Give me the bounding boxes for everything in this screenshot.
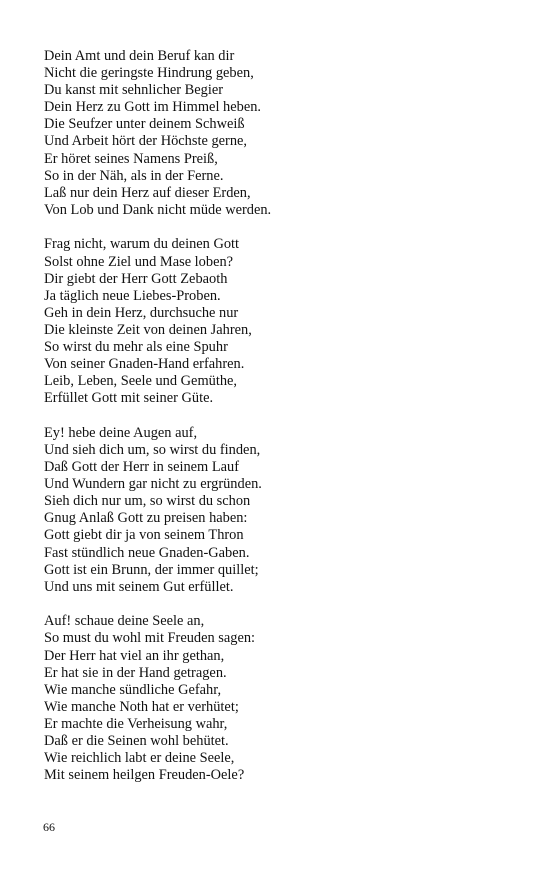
poem-line: Und uns mit seinem Gut erfüllet. xyxy=(44,578,234,595)
poem-text xyxy=(44,48,514,802)
poem-line: Der Herr hat viel an ihr gethan, xyxy=(44,647,225,664)
poem-line: Wie reichlich labt er deine Seele, xyxy=(44,750,235,767)
poem-line: Sieh dich nur um, so wirst du schon xyxy=(44,493,251,510)
poem-line: Daß Gott der Herr in seinem Lauf xyxy=(44,459,240,476)
poem-line: Auf! schaue deine Seele an, xyxy=(44,613,205,630)
poem-line: Nicht die geringste Hindrung geben, xyxy=(44,65,254,82)
stanza xyxy=(44,425,514,596)
poem-line: Daß er die Seinen wohl behütet. xyxy=(44,732,229,749)
poem-line: Ey! hebe deine Augen auf, xyxy=(44,424,198,441)
stanza xyxy=(44,613,514,784)
poem-line: Wie manche Noth hat er verhütet; xyxy=(44,698,239,715)
poem-line: Er höret seines Namens Preiß, xyxy=(44,150,218,167)
poem-line: Du kanst mit sehnlicher Begier xyxy=(44,82,224,99)
poem-line: Und sieh dich um, so wirst du finden, xyxy=(44,441,261,458)
poem-line: So wirst du mehr als eine Spuhr xyxy=(44,339,228,355)
poem-line: Er machte die Verheisung wahr, xyxy=(44,715,228,732)
poem-line: Laß nur dein Herz auf dieser Erden, xyxy=(44,184,251,201)
poem-line: Und Arbeit hört der Höchste gerne, xyxy=(44,133,248,150)
poem-line: Die Seufzer unter deinem Schweiß xyxy=(44,116,245,133)
page-number: 66 xyxy=(43,820,55,834)
stanza xyxy=(44,236,514,407)
poem-line: Frag nicht, warum du deinen Gott xyxy=(44,236,240,253)
poem-line: Gott ist ein Brunn, der immer quillet; xyxy=(44,561,259,578)
poem-line: Von seiner Gnaden-Hand erfahren. xyxy=(44,356,245,373)
poem-line: Von Lob und Dank nicht müde werden. xyxy=(44,201,272,218)
poem-line: So must du wohl mit Freuden sagen: xyxy=(44,630,256,647)
poem-line: Erfüllet Gott mit seiner Güte. xyxy=(44,390,214,407)
poem-line: Gott giebt dir ja von seinem Thron xyxy=(44,527,244,544)
poem-line: Leib, Leben, Seele und Gemüthe, xyxy=(44,373,238,390)
poem-line: Fast stündlich neue Gnaden-Gaben. xyxy=(44,544,250,561)
poem-line: Mit seinem heilgen Freuden-Oele? xyxy=(44,767,245,784)
poem-line: Wie manche sündliche Gefahr, xyxy=(44,681,222,698)
poem-line: Dein Amt und dein Beruf kan dir xyxy=(44,48,235,64)
poem-line: Dir giebt der Herr Gott Zebaoth xyxy=(44,270,228,287)
poem-line: Geh in dein Herz, durchsuche nur xyxy=(44,304,239,321)
poem-line: Die kleinste Zeit von deinen Jahren, xyxy=(44,321,252,338)
poem-line: Gnug Anlaß Gott zu preisen haben: xyxy=(44,510,248,527)
poem-line: So in der Näh, als in der Ferne. xyxy=(44,167,224,184)
stanza xyxy=(44,48,514,219)
poem-line: Dein Herz zu Gott im Himmel heben. xyxy=(44,99,261,116)
poem-line: Er hat sie in der Hand getragen. xyxy=(44,664,227,681)
poem-line: Ja täglich neue Liebes-Proben. xyxy=(44,287,221,304)
poem-line: Solst ohne Ziel und Mase loben? xyxy=(44,253,234,270)
poem-line: Und Wundern gar nicht zu ergründen. xyxy=(44,476,262,493)
